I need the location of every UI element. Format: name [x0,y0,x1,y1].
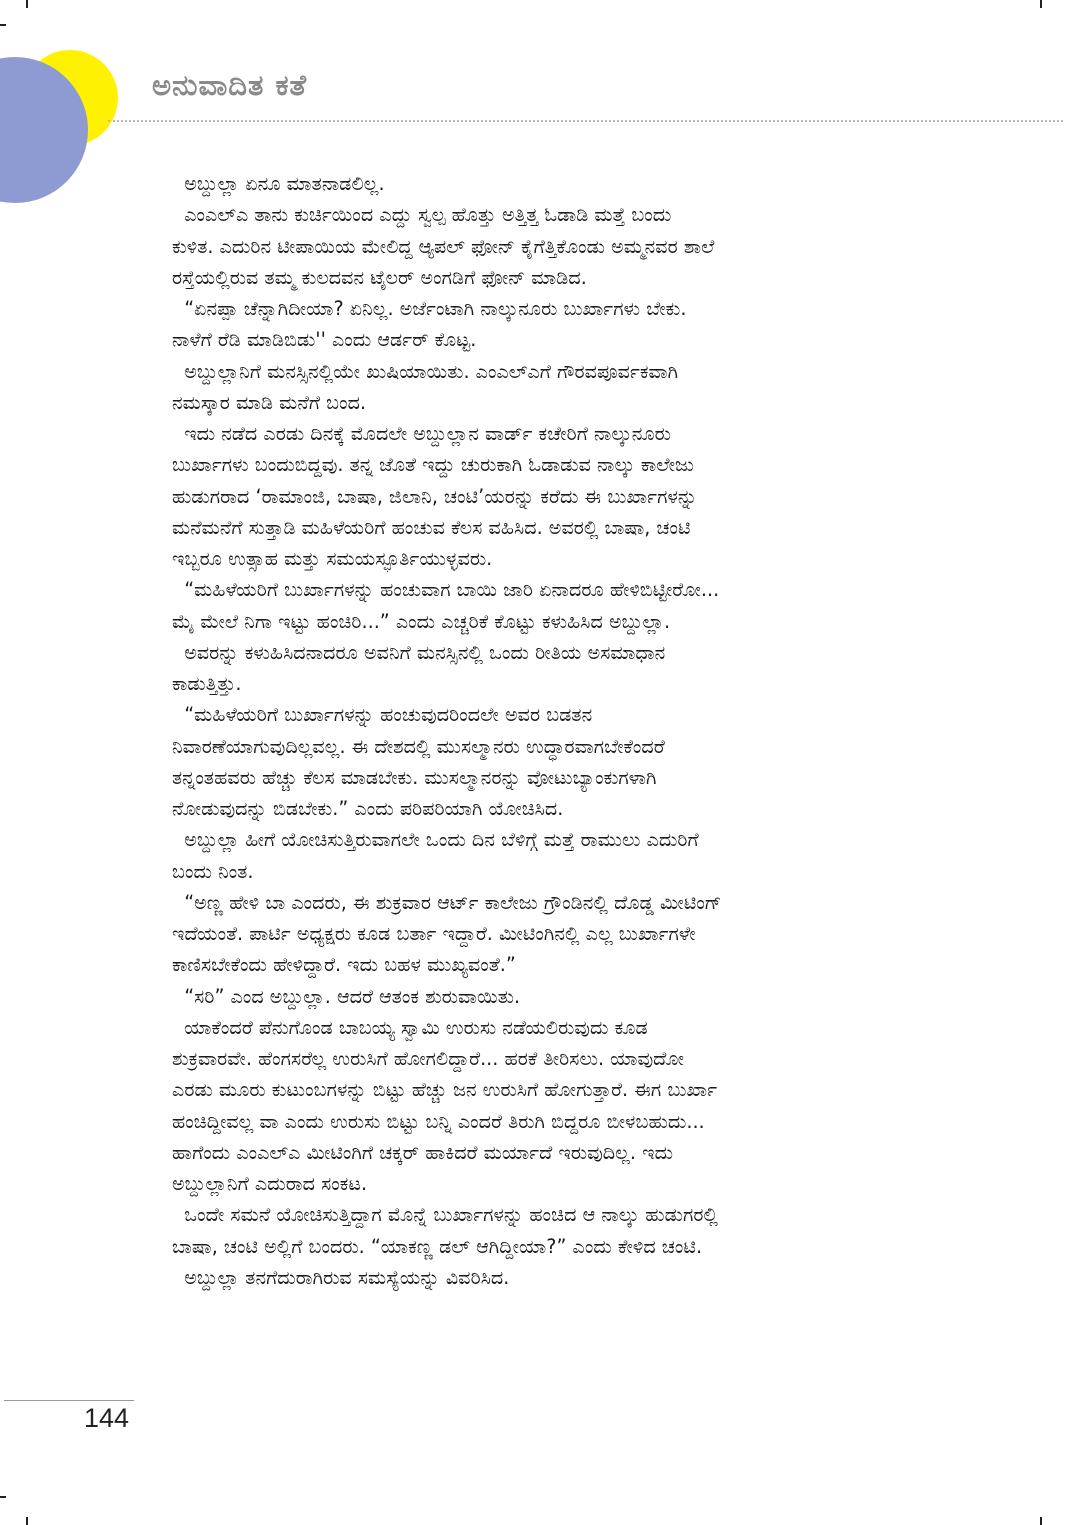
page-number: 144 [84,1403,130,1433]
paragraph: “ಅಣ್ಣ ಹೇಳಿ ಬಾ ಎಂದರು, ಈ ಶುಕ್ರವಾರ ಆರ್ಟ್ ಕಾಲೇಜು ಗ್ರೌಂಡಿನಲ್ಲಿ ದೊಡ್ಡ ಮೀಟಿಂಗ್ ಇದೆಯಂತೆ. ಪಾರ್ಟಿ ಅಧ್ಯಕ್ಷರು ಕೂಡ ಬರ್ತಾ ಇದ್ದಾರೆ. ಮೀಟಿಂಗಿನಲ್ಲಿ ಎಲ್ಲ ಬುರ್ಖಾಗಳೇ ಕಾಣಿಸಬೇಕೆಂದು ಹೇಳಿದ್ದಾರೆ. ಇದು ಬಹಳ ಮುಖ್ಯವಂತೆ.” [172,890,722,977]
paragraph: ಅಬ್ದುಲ್ಲಾ ಹೀಗೆ ಯೋಚಿಸುತ್ತಿರುವಾಗಲೇ ಒಂದು ದಿನ ಬೆಳಿಗ್ಗೆ ಮತ್ತೆ ರಾಮುಲು ಎದುರಿಗೆ ಬಂದು ನಿಂತ. [172,828,699,883]
section-title: ಅನುವಾದಿತ ಕತೆ [152,68,308,102]
paragraph: ಅಬ್ದುಲ್ಲಾ ತನಗೆದುರಾಗಿರುವ ಸಮಸ್ಯೆಯನ್ನು ವಿವರಿಸಿದ. [172,1265,510,1289]
page-number-rule [4,1400,134,1401]
crop-mark-bottom-right [1040,1517,1042,1525]
paragraph: “ಸರಿ” ಎಂದ ಅಬ್ದುಲ್ಲಾ. ಆದರೆ ಆತಂಕ ಶುರುವಾಯಿತು. [172,984,521,1008]
crop-mark-bottom-left [26,1517,28,1525]
paragraph: ಅಬ್ದುಲ್ಲಾ ಏನೂ ಮಾತನಾಡಲಿಲ್ಲ. [172,172,385,195]
paragraph: ಅವರನ್ನು ಕಳುಹಿಸಿದನಾದರೂ ಅವನಿಗೆ ಮನಸ್ಸಿನಲ್ಲಿ ಒಂದು ರೀತಿಯ ಅಸಮಾಧಾನ ಕಾಡುತ್ತಿತ್ತು. [172,640,666,695]
paragraph: ಯಾಕೆಂದರೆ ಪೆನುಗೊಂಡ ಬಾಬಯ್ಯ ಸ್ವಾಮಿ ಉರುಸು ನಡೆಯಲಿರುವುದು ಕೂಡ ಶುಕ್ರವಾರವೇ. ಹೆಂಗಸರೆಲ್ಲ ಉರುಸಿಗೆ ಹೋಗಲಿದ್ದಾರೆ... ಹರಕೆ ತೀರಿಸಲು. ಯಾವುದೋ ಎರಡು ಮೂರು ಕುಟುಂಬಗಳನ್ನು ಬಿಟ್ಟು ಹೆಚ್ಚು ಜನ ಉರುಸಿಗೆ ಹೋಗುತ್ತಾರೆ. ಈಗ ಬುರ್ಖಾ ಹಂಚಿದ್ದೀವಲ್ಲ ವಾ ಎಂದು ಉರುಸು ಬಿಟ್ಟು ಬನ್ನಿ ಎಂದರೆ ತಿರುಗಿ ಬಿದ್ದರೂ ಬೀಳಬಹುದು... ಹಾಗೆಂದು ಎಂಎಲ್ಎ ಮೀಟಿಂಗಿಗೆ ಚಕ್ಕರ್ ಹಾಕಿದರೆ ಮರ್ಯಾದೆ ಇರುವುದಿಲ್ಲ. ಇದು ಅಬ್ದುಲ್ಲಾನಿಗೆ ಎದುರಾದ ಸಂಕಟ. [172,1015,718,1195]
crop-mark-left-lower [0,1496,6,1498]
dotted-rule [108,120,1063,122]
story-text [172,168,942,1293]
paragraph: ಒಂದೇ ಸಮನೆ ಯೋಚಿಸುತ್ತಿದ್ದಾಗ ಮೊನ್ನೆ ಬುರ್ಖಾಗಳನ್ನು ಹಂಚಿದ ಆ ನಾಲ್ಕು ಹುಡುಗರಲ್ಲಿ ಬಾಷಾ, ಚಂಟಿ ಅಲ್ಲಿಗೆ ಬಂದರು. “ಯಾಕಣ್ಣ ಡಲ್ ಆಗಿದ್ದೀಯಾ?” ಎಂದು ಕೇಳಿದ ಚಂಟಿ. [172,1203,718,1258]
crop-mark-top-right [1040,0,1042,8]
paragraph: ಎಂಎಲ್ಎ ತಾನು ಕುರ್ಚಿಯಿಂದ ಎದ್ದು ಸ್ವಲ್ಪ ಹೊತ್ತು ಅತ್ತಿತ್ತ ಓಡಾಡಿ ಮತ್ತೆ ಬಂದು ಕುಳಿತ. ಎದುರಿನ ಟೀಪಾಯಿಯ ಮೇಲಿದ್ದ ಆ್ಯಪಲ್ ಫೋನ್ ಕೈಗೆತ್ತಿಕೊಂಡು ಅಮ್ಮನವರ ಶಾಲೆ ರಸ್ತೆಯಲ್ಲಿರುವ ತಮ್ಮ ಕುಲದವನ ಟೈಲರ್ ಅಂಗಡಿಗೆ ಫೋನ್ ಮಾಡಿದ. [172,203,715,289]
paragraph: “ಮಹಿಳೆಯರಿಗೆ ಬುರ್ಖಾಗಳನ್ನು ಹಂಚುವುದರಿಂದಲೇ ಅವರ ಬಡತನ ನಿವಾರಣೆಯಾಗುವುದಿಲ್ಲವಲ್ಲ. ಈ ದೇಶದಲ್ಲಿ ಮುಸಲ್ಮಾನರು ಉದ್ಧಾರವಾಗಬೇಕೆಂದರೆ ತನ್ನಂತಹವರು ಹೆಚ್ಚು ಕೆಲಸ ಮಾಡಬೇಕು. ಮುಸಲ್ಮಾನರನ್ನು ವೋಟುಬ್ಯಾಂಕುಗಳಾಗಿ ನೋಡುವುದನ್ನು ಬಿಡಬೇಕು.” ಎಂದು ಪರಿಪರಿಯಾಗಿ ಯೋಚಿಸಿದ. [172,703,665,820]
crop-mark-top-left [26,0,28,8]
crop-mark-left-upper [0,24,6,26]
paragraph: ಅಬ್ದುಲ್ಲಾನಿಗೆ ಮನಸ್ಸಿನಲ್ಲಿಯೇ ಖುಷಿಯಾಯಿತು. ಎಂಎಲ್ಎಗೆ ಗೌರವಪೂರ್ವಕವಾಗಿ ನಮಸ್ಕಾರ ಮಾಡಿ ಮನೆಗೆ ಬಂದ. [172,359,679,414]
paragraph: “ಮಹಿಳೆಯರಿಗೆ ಬುರ್ಖಾಗಳನ್ನು ಹಂಚುವಾಗ ಬಾಯಿ ಜಾರಿ ಏನಾದರೂ ಹೇಳಿಬಿಟ್ಟೀರೋ... ಮೈ ಮೇಲೆ ನಿಗಾ ಇಟ್ಟು ಹಂಚಿರಿ...” ಎಂದು ಎಚ್ಚರಿಕೆ ಕೊಟ್ಟು ಕಳುಹಿಸಿದ ಅಬ್ದುಲ್ಲಾ. [172,578,720,633]
header-decoration [0,50,140,210]
paragraph: “ಏನಪ್ಪಾ ಚೆನ್ನಾಗಿದೀಯಾ? ಏನಿಲ್ಲ. ಅರ್ಜೆಂಟಾಗಿ ನಾಲ್ಕುನೂರು ಬುರ್ಖಾಗಳು ಬೇಕು. ನಾಳೆಗೆ ರೆಡಿ ಮಾಡಿಬಿಡು'' ಎಂದು ಆರ್ಡರ್ ಕೊಟ್ಟ. [172,297,687,352]
paragraph: ಇದು ನಡೆದ ಎರಡು ದಿನಕ್ಕೆ ಮೊದಲೇ ಅಬ್ದುಲ್ಲಾನ ವಾರ್ಡ್ ಕಚೇರಿಗೆ ನಾಲ್ಕುನೂರು ಬುರ್ಖಾಗಳು ಬಂದುಬಿದ್ದವು. ತನ್ನ ಜೊತೆ ಇದ್ದು ಚುರುಕಾಗಿ ಓಡಾಡುವ ನಾಲ್ಕು ಕಾಲೇಜು ಹುಡುಗರಾದ ‘ರಾಮಾಂಜಿ, ಬಾಷಾ, ಜಿಲಾನಿ, ಚಂಟಿ’ಯರನ್ನು ಕರೆದು ಈ ಬುರ್ಖಾಗಳನ್ನು ಮನೆಮನೆಗೆ ಸುತ್ತಾಡಿ ಮಹಿಳೆಯರಿಗೆ ಹಂಚುವ ಕೆಲಸ ವಹಿಸಿದ. ಅವರಲ್ಲಿ ಬಾಷಾ, ಚಂಟಿ ಇಬ್ಬರೂ ಉತ್ಸಾಹ ಮತ್ತು ಸಮಯಸ್ಫೂರ್ತಿಯುಳ್ಳವರು. [172,422,698,570]
